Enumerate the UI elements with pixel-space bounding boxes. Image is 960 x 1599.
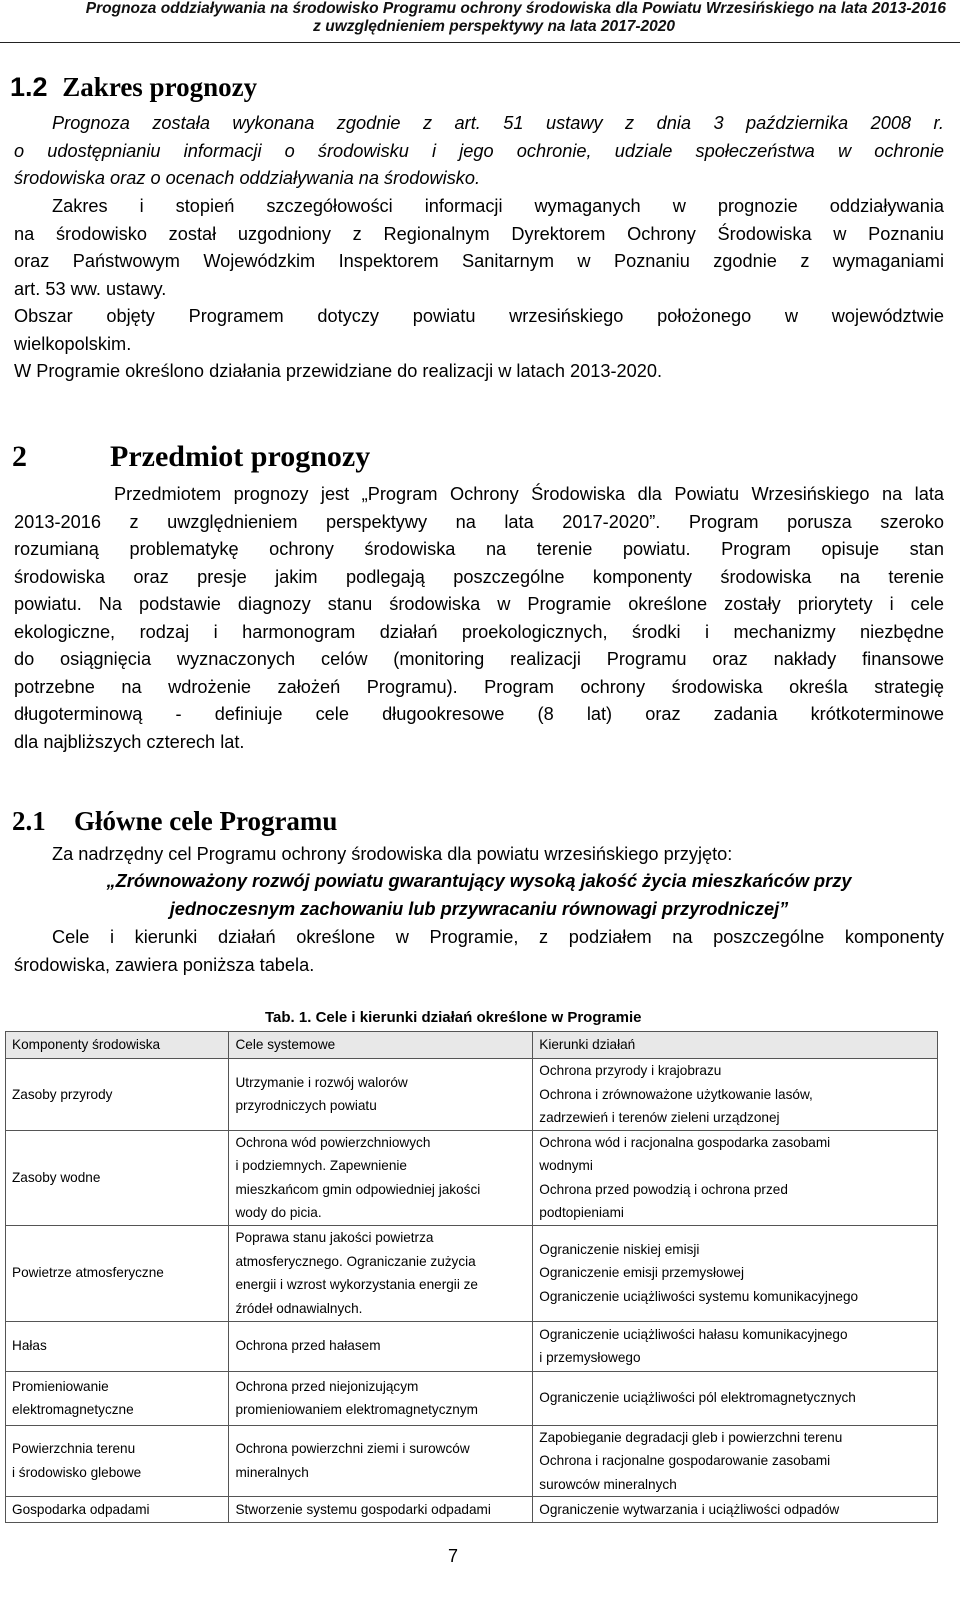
section-2-1-heading <box>12 806 338 837</box>
cell-text: źródeł odnawialnych. <box>235 1300 363 1316</box>
text-line: „Zrównoważony rozwój powiatu gwarantujący wysoką jakość życia mieszkańców przy <box>106 871 852 891</box>
cell-text: Ograniczenie wytwarzania i uciążliwości odpadów <box>539 1501 840 1517</box>
text-line: o udostępnianiu informacji o środowisku i jego ochronie, udziale społeczeństwa w ochronie <box>14 140 944 161</box>
text-line: 2013-2016 z uwzględnieniem perspektywy na lata 2017-2020”. Program porusza szeroko <box>14 511 944 532</box>
cell-text: surowców mineralnych <box>539 1476 677 1492</box>
cell-text: Ochrona wód powierzchniowych <box>235 1134 431 1150</box>
cell-text: Zasoby przyrody <box>12 1086 113 1102</box>
goal-cell <box>229 1497 533 1523</box>
goals-table <box>5 1031 938 1523</box>
cell-text: mieszkańcom gmin odpowiedniej jakości <box>235 1181 481 1197</box>
directions-cell <box>533 1059 938 1131</box>
text-line: powiatu. Na podstawie diagnozy stanu środowiska w Programie określone zostały priorytety i cele <box>14 594 944 614</box>
cell-text: przyrodniczych powiatu <box>235 1098 377 1114</box>
cell-text: Poprawa stanu jakości powietrza <box>235 1230 434 1245</box>
cell-text: Stworzenie systemu gospodarki odpadami <box>235 1501 491 1517</box>
goal-cell <box>229 1130 533 1225</box>
cell-text: Ochrona powierzchni ziemi i surowców <box>235 1441 470 1457</box>
paragraph-subject <box>14 481 944 756</box>
cell-text: energii i wzrost wykorzystania energii ze <box>235 1277 478 1292</box>
paragraph-period <box>14 358 944 386</box>
table-row <box>6 1321 938 1371</box>
column-header: Komponenty środowiska <box>6 1032 229 1059</box>
directions-cell <box>533 1321 938 1371</box>
directions-cell <box>533 1130 938 1225</box>
page-number: 7 <box>448 1546 459 1566</box>
text-line: na środowisko został uzgodniony z Regionalnym Dyrektorem Ochrony Środowiska w Poznaniu <box>14 223 944 244</box>
cell-text: i przemysłowego <box>539 1350 641 1365</box>
component-cell <box>6 1371 229 1425</box>
main-goal-quote <box>14 868 944 923</box>
table-row <box>6 1497 938 1523</box>
goal-cell <box>229 1371 533 1425</box>
text-line: art. 53 ww. ustawy. <box>14 278 167 299</box>
goal-cell <box>229 1321 533 1371</box>
cell-text: i środowisko glebowe <box>12 1464 142 1480</box>
text-line: Za nadrzędny cel Programu ochrony środowiska dla powiatu wrzesińskiego przyjęto: <box>52 844 733 864</box>
cell-text: atmosferycznego. Ograniczanie zużycia <box>235 1253 476 1269</box>
text-line: środowiska oraz presje jakim podlegają poszczególne komponenty środowiska na terenie <box>14 566 944 587</box>
cell-text: i podziemnych. Zapewnienie <box>235 1158 407 1173</box>
text-line: Prognoza została wykonana zgodnie z art. 51 ustawy z dnia 3 października 2008 r. <box>52 113 944 133</box>
text-line: dla najbliższych czterech lat. <box>14 731 245 752</box>
text-line: Przedmiotem prognozy jest „Program Ochrony Środowiska dla Powiatu Wrzesińskiego na lata <box>114 484 944 504</box>
goal-cell <box>229 1425 533 1497</box>
component-cell <box>6 1497 229 1523</box>
section-number: 2 <box>12 440 27 473</box>
table-row <box>6 1225 938 1321</box>
component-cell <box>6 1321 229 1371</box>
text-line: jednoczesnym zachowaniu lub przywracaniu równowagi przyrodniczej” <box>169 898 789 919</box>
cell-text: Ochrona przyrody i krajobrazu <box>539 1063 722 1078</box>
table-row <box>6 1059 938 1131</box>
text-line: oraz Państwowym Wojewódzkim Inspektorem Sanitarnym w Poznaniu zgodnie z wymaganiami <box>14 251 944 271</box>
section-title: Przedmiot prognozy <box>110 440 371 473</box>
section-title: Główne cele Programu <box>74 806 338 836</box>
cell-text: mineralnych <box>235 1464 309 1480</box>
text-line: środowiska, zawiera poniższa tabela. <box>14 954 315 975</box>
cell-text: Promieniowanie <box>12 1378 109 1394</box>
text-line: środowiska oraz o ocenach oddziaływania na środowisko. <box>14 168 481 188</box>
component-cell <box>6 1059 229 1131</box>
cell-text: Powietrze atmosferyczne <box>12 1265 164 1281</box>
goal-cell <box>229 1225 533 1321</box>
table-caption: Tab. 1. Cele i kierunki działań określone w Programie <box>265 1009 642 1026</box>
cell-text: Zapobieganie degradacji gleb i powierzchni terenu <box>539 1429 843 1445</box>
cell-text: wodnymi <box>539 1158 593 1173</box>
directions-cell <box>533 1371 938 1425</box>
cell-text: wody do picia. <box>235 1205 322 1220</box>
section-number: 1.2 <box>10 72 48 102</box>
column-header: Kierunki działań <box>533 1032 938 1059</box>
text-line: długoterminową - definiuje cele długookresowe (8 lat) oraz zadania krótkoterminowe <box>14 704 944 724</box>
text-line: do osiągnięcia wyznaczonych celów (monitoring realizacji Programu oraz nakłady finansowe <box>14 649 944 669</box>
cell-text: Ochrona i racjonalne gospodarowanie zasobami <box>539 1453 831 1468</box>
cell-text: Ograniczenie niskiej emisji <box>539 1241 700 1257</box>
cell-text: Ochrona przed powodzią i ochrona przed <box>539 1181 788 1197</box>
cell-text: Ochrona wód i racjonalna gospodarka zasobami <box>539 1134 831 1150</box>
cell-text: Ograniczenie uciążliwości pól elektromagnetycznych <box>539 1390 856 1406</box>
paragraph-table-intro <box>14 924 944 979</box>
header-line-1: Prognoza oddziaływania na środowisko Programu ochrony środowiska dla Powiatu Wrzesińskiego na lata 2013-2016 <box>85 0 946 17</box>
table-header-row <box>6 1032 938 1059</box>
header-line-2: z uwzględnieniem perspektywy na lata 2017-2020 <box>313 18 675 35</box>
paragraph-scope <box>14 193 944 303</box>
cell-text: Ograniczenie uciążliwości hałasu komunikacyjnego <box>539 1326 848 1342</box>
cell-text: Zasoby wodne <box>12 1169 101 1185</box>
component-cell <box>6 1225 229 1321</box>
paragraph-legal-basis <box>14 110 944 193</box>
directions-cell <box>533 1425 938 1497</box>
text-line: wielkopolskim. <box>14 333 132 354</box>
component-cell <box>6 1425 229 1497</box>
text-line: Zakres i stopień szczegółowości informacji wymaganych w prognozie oddziaływania <box>52 196 944 216</box>
section-2-heading <box>12 440 371 474</box>
cell-text: Ochrona przed hałasem <box>235 1338 381 1354</box>
text-line: potrzebne na wdrożenie założeń Programu). Program ochrony środowiska określa strategię <box>14 676 944 697</box>
cell-text: Ograniczenie emisji przemysłowej <box>539 1265 744 1281</box>
cell-text: Ograniczenie uciążliwości systemu komunikacyjnego <box>539 1288 859 1304</box>
section-1-2-heading <box>10 72 257 103</box>
cell-text: elektromagnetyczne <box>12 1402 134 1417</box>
cell-text: promieniowaniem elektromagnetycznym <box>235 1402 478 1417</box>
text-line: rozumianą problematykę ochrony środowiska na terenie powiatu. Program opisuje stan <box>14 539 944 559</box>
text-line: Obszar objęty Programem dotyczy powiatu wrzesińskiego położonego w województwie <box>14 306 944 326</box>
column-header: Cele systemowe <box>229 1032 533 1059</box>
section-number: 2.1 <box>12 806 46 836</box>
paragraph-area <box>14 303 944 358</box>
table-row <box>6 1130 938 1225</box>
cell-text: Ochrona i zrównoważone użytkowanie lasów, <box>539 1086 813 1102</box>
cell-text: zadrzewień i terenów zieleni urządzonej <box>539 1110 780 1125</box>
cell-text: podtopieniami <box>539 1205 624 1220</box>
component-cell <box>6 1130 229 1225</box>
paragraph-main-goal-intro <box>14 841 944 869</box>
directions-cell <box>533 1225 938 1321</box>
section-title: Zakres prognozy <box>62 72 258 102</box>
directions-cell <box>533 1497 938 1523</box>
goal-cell <box>229 1059 533 1131</box>
cell-text: Utrzymanie i rozwój walorów <box>235 1074 408 1090</box>
header-divider <box>0 42 960 43</box>
table-row <box>6 1371 938 1425</box>
text-line: W Programie określono działania przewidziane do realizacji w latach 2013-2020. <box>14 361 663 381</box>
cell-text: Hałas <box>12 1338 47 1354</box>
cell-text: Ochrona przed niejonizującym <box>235 1378 419 1394</box>
cell-text: Powierzchnia terenu <box>12 1441 136 1457</box>
cell-text: Gospodarka odpadami <box>12 1501 150 1517</box>
table-row <box>6 1425 938 1497</box>
text-line: ekologiczne, rodzaj i harmonogram działań proekologicznych, środki i mechanizmy niezbędne <box>14 621 944 642</box>
text-line: Cele i kierunki działań określone w Programie, z podziałem na poszczególne komponenty <box>52 927 944 947</box>
